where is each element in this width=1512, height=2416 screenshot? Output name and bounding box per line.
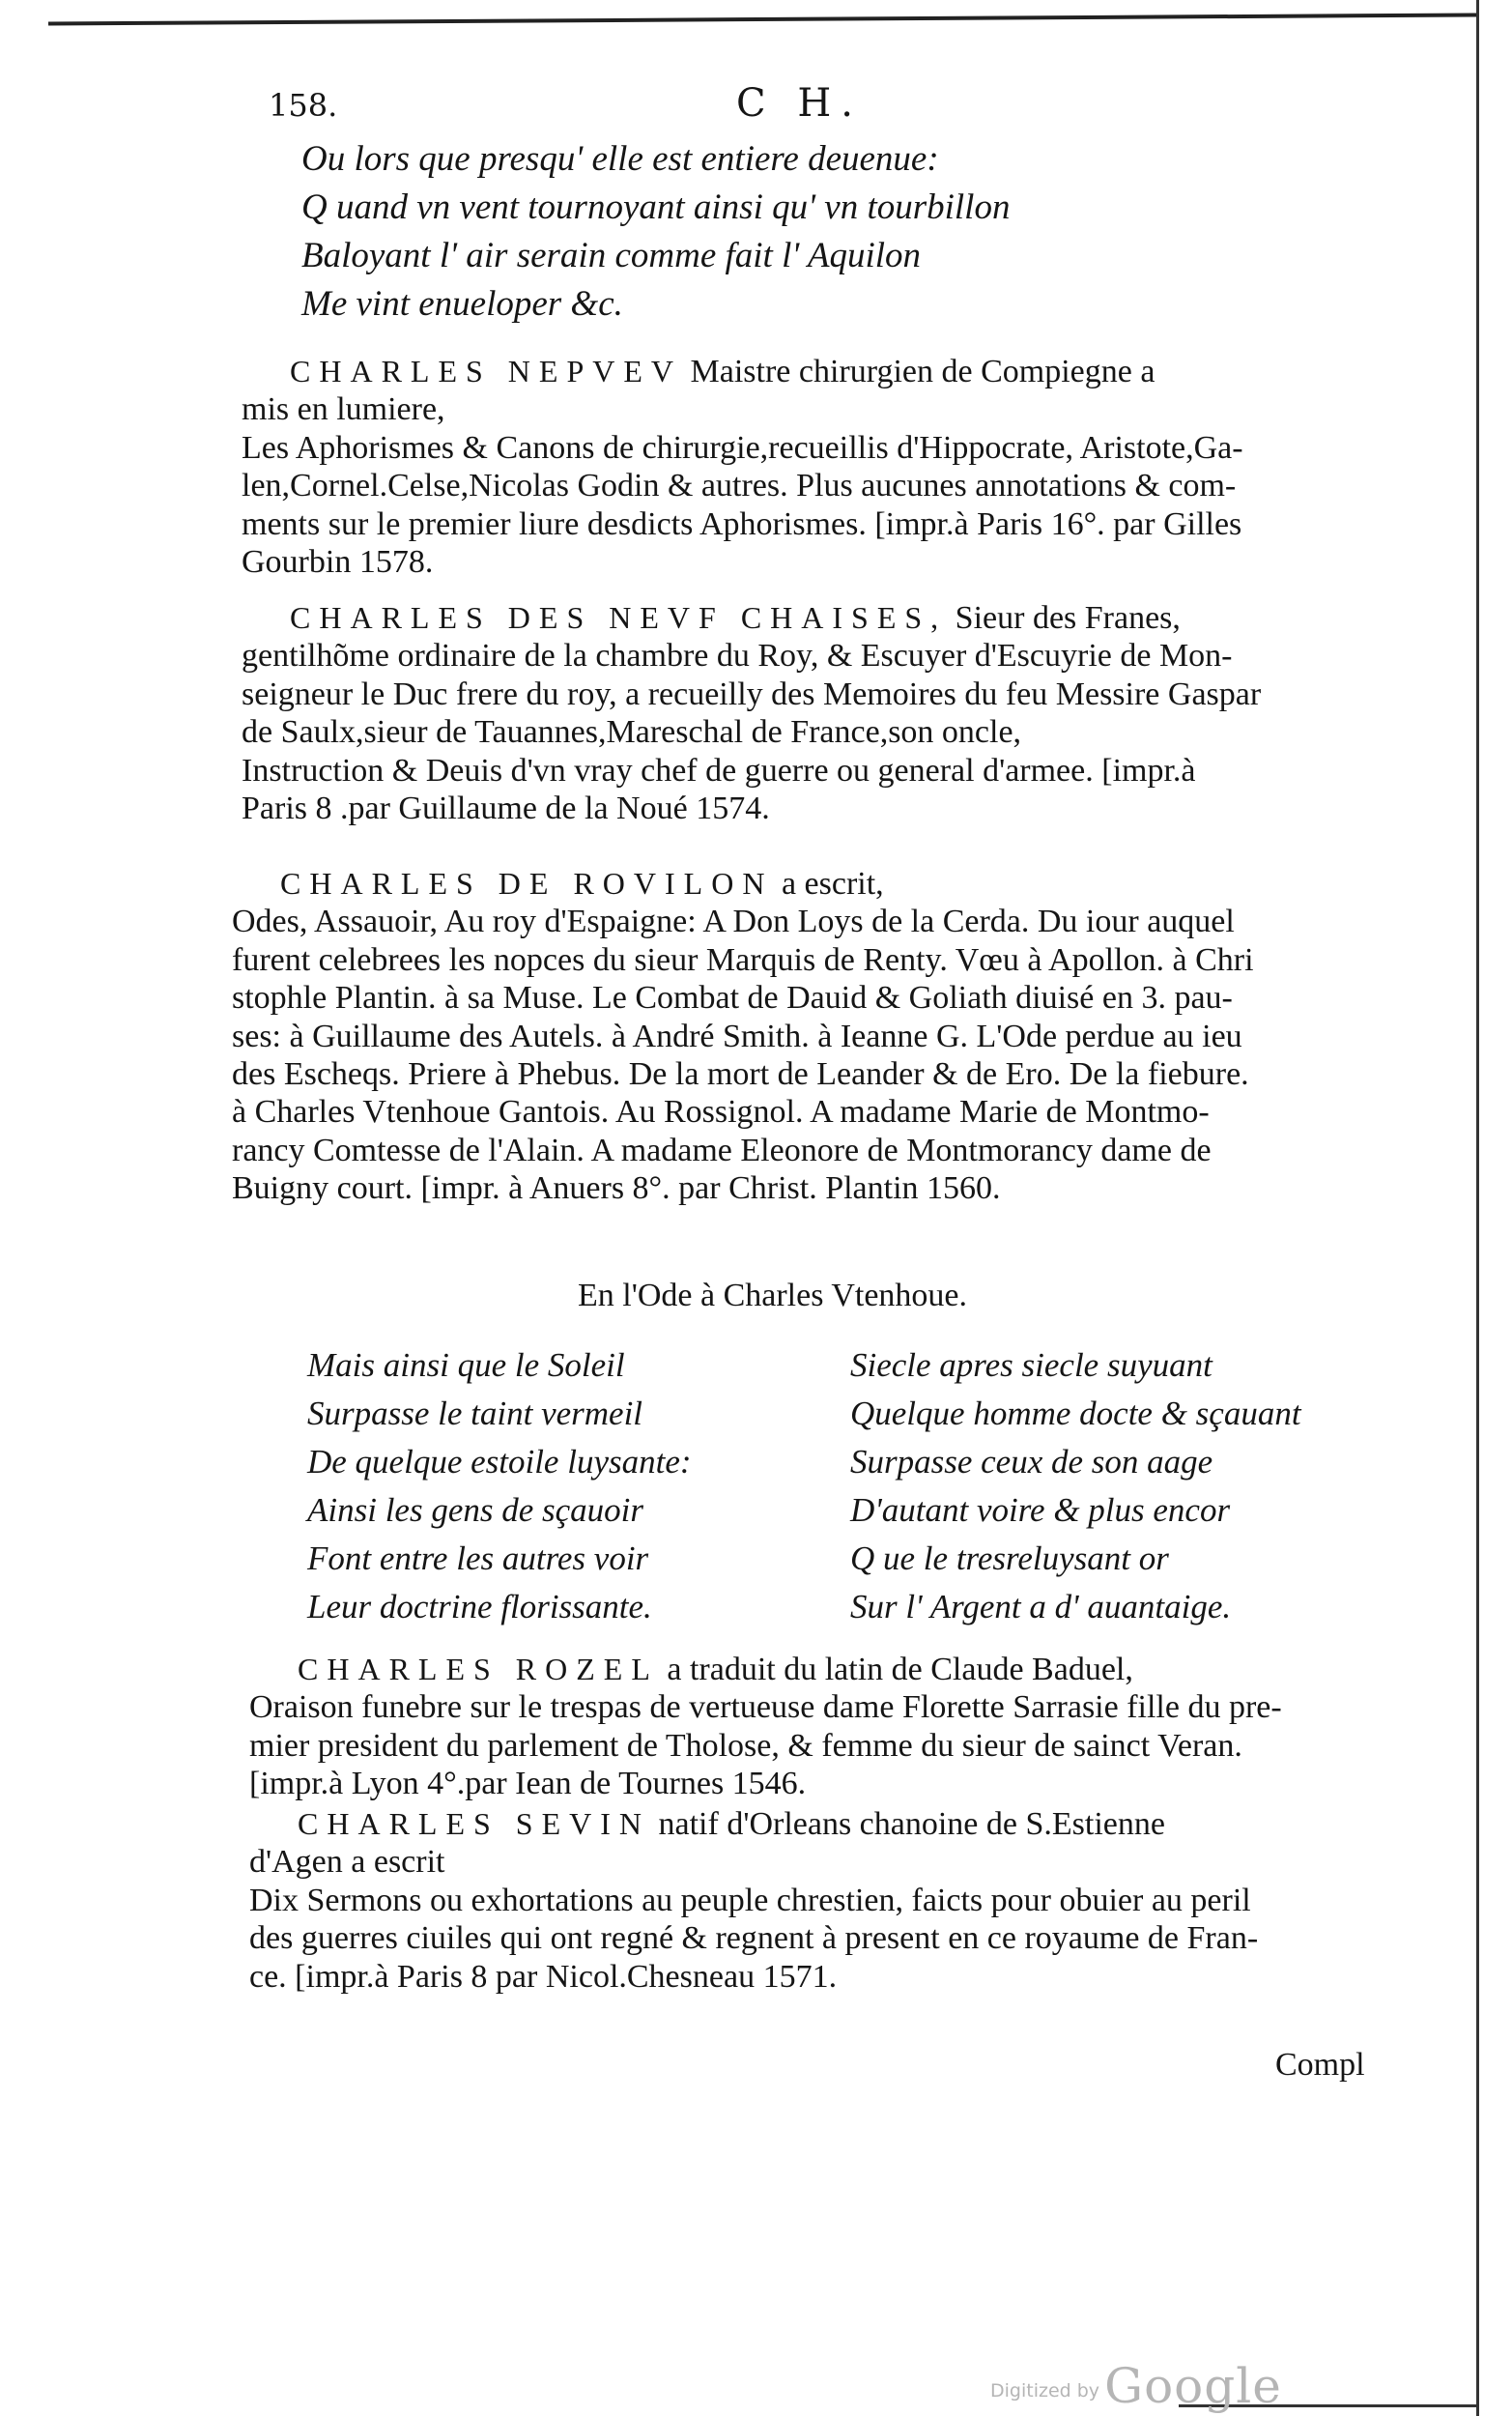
entry-line: à Charles Vtenhoue Gantois. Au Rossignol. A madame Marie de Montmo- xyxy=(232,1094,1210,1131)
catchword: Compl xyxy=(1275,2047,1365,2083)
entry-line: stophle Plantin. à sa Muse. Le Combat de Dauid & Goliath diuisé en 3. pau- xyxy=(232,980,1233,1017)
verse-line: Q uand vn vent tournoyant ainsi qu' vn tourbillon xyxy=(301,187,1011,227)
running-head: C H. xyxy=(736,81,863,126)
digitized-by-google-watermark xyxy=(990,2358,1282,2414)
verse-line: Baloyant l' air serain comme fait l' Aquilon xyxy=(301,236,922,275)
watermark-caption: Digitized by xyxy=(990,2380,1100,2402)
ode-right-column xyxy=(850,1341,1301,1631)
entry-line: a escrit, xyxy=(781,866,884,902)
entry-line: [impr.à Lyon 4°.par Iean de Tournes 1546. xyxy=(249,1766,807,1802)
entry-charles-de-rouillon xyxy=(232,865,1372,1208)
entry-line: Gourbin 1578. xyxy=(242,544,434,581)
entry-author-name: CHARLES NEPVEV xyxy=(290,354,683,388)
entry-line: Buigny court. [impr. à Anuers 8°. par Christ. Plantin 1560. xyxy=(232,1170,1001,1207)
entry-line: furent celebrees les nopces du sieur Marquis de Renty. Vœu à Apollon. à Chri xyxy=(232,941,1254,978)
entry-author-name: CHARLES DE ROVILON xyxy=(280,866,774,901)
entry-line: Paris 8 .par Guillaume de la Noué 1574. xyxy=(242,791,770,827)
entry-charles-des-neuf-chaises xyxy=(242,599,1382,827)
page-header xyxy=(0,79,1512,128)
entry-charles-nepveu xyxy=(242,353,1382,581)
verse-line: Mais ainsi que le Soleil xyxy=(307,1346,625,1384)
entry-line: seigneur le Duc frere du roy, a recueilly des Memoires du feu Messire Gaspar xyxy=(242,676,1262,712)
entry-line: ce. [impr.à Paris 8 par Nicol.Chesneau 1571. xyxy=(249,1958,838,1995)
ode-left-column xyxy=(307,1341,692,1631)
entry-charles-sevin xyxy=(249,1805,1389,1996)
entry-line: ses: à Guillaume des Autels. à André Smith. à Ieanne G. L'Ode perdue au ieu xyxy=(232,1018,1242,1054)
entry-line: natif d'Orleans chanoine de S.Estienne xyxy=(658,1806,1165,1842)
verse-line: Ou lors que presqu' elle est entiere deuenue: xyxy=(301,139,939,179)
verse-line: Leur doctrine florissante. xyxy=(307,1588,652,1625)
verse-line: Surpasse le taint vermeil xyxy=(307,1395,643,1432)
entry-line: len,Cornel.Celse,Nicolas Godin & autres. Plus aucunes annotations & com- xyxy=(242,468,1237,504)
entry-line: mier president du parlement de Tholose, & femme du sieur de sainct Veran. xyxy=(249,1727,1242,1764)
verse-line: De quelque estoile luysante: xyxy=(307,1443,692,1481)
verse-line: Font entre les autres voir xyxy=(307,1539,649,1577)
verse-line: Q ue le tresreluysant or xyxy=(850,1539,1169,1577)
google-logo: Google xyxy=(1104,2358,1282,2414)
entry-line: rancy Comtesse de l'Alain. A madame Eleonore de Montmorancy dame de xyxy=(232,1132,1212,1168)
verse-line: Me vint enueloper &c. xyxy=(301,284,623,324)
opening-verse xyxy=(301,135,1010,329)
entry-line: Oraison funebre sur le trespas de vertueuse dame Florette Sarrasie fille du pre- xyxy=(249,1689,1282,1726)
entry-charles-rozel xyxy=(249,1651,1389,1803)
entry-line: des guerres ciuiles qui ont regné & regnent à present en ce royaume de Fran- xyxy=(249,1920,1259,1957)
entry-line: d'Agen a escrit xyxy=(249,1844,445,1881)
entry-line: Odes, Assauoir, Au roy d'Espaigne: A Don Loys de la Cerda. Du iour auquel xyxy=(232,904,1235,940)
ode-caption: En l'Ode à Charles Vtenhoue. xyxy=(578,1278,968,1313)
entry-line: de Saulx,sieur de Tauannes,Mareschal de France,son oncle, xyxy=(242,714,1022,751)
entry-line: Sieur des Franes, xyxy=(955,600,1181,636)
verse-line: Ainsi les gens de sçauoir xyxy=(307,1491,644,1529)
top-edge-rule xyxy=(48,13,1478,25)
entry-author-name: CHARLES ROZEL xyxy=(298,1652,659,1686)
verse-line: Surpasse ceux de son aage xyxy=(850,1443,1213,1481)
entry-author-name: CHARLES DES NEVF CHAISES, xyxy=(290,600,948,635)
verse-line: Quelque homme docte & sçauant xyxy=(850,1395,1301,1432)
entry-line: mis en lumiere, xyxy=(242,391,445,428)
page-number: 158. xyxy=(269,87,338,124)
entry-line: Maistre chirurgien de Compiegne a xyxy=(690,354,1155,389)
entry-line: Dix Sermons ou exhortations au peuple chrestien, faicts pour obuier au peril xyxy=(249,1882,1251,1918)
entry-line: a traduit du latin de Claude Baduel, xyxy=(667,1652,1133,1687)
right-edge-rule xyxy=(1476,0,1479,2416)
verse-line: Sur l' Argent a d' auantaige. xyxy=(850,1588,1232,1625)
entry-line: gentilhõme ordinaire de la chambre du Roy, & Escuyer d'Escuyrie de Mon- xyxy=(242,638,1233,675)
entry-author-name: CHARLES SEVIN xyxy=(298,1806,651,1841)
entry-line: ments sur le premier liure desdicts Aphorismes. [impr.à Paris 16°. par Gilles xyxy=(242,505,1242,542)
verse-line: D'autant voire & plus encor xyxy=(850,1491,1231,1529)
entry-line: Les Aphorismes & Canons de chirurgie,recueillis d'Hippocrate, Aristote,Ga- xyxy=(242,429,1243,466)
entry-line: Instruction & Deuis d'vn vray chef de guerre ou general d'armee. [impr.à xyxy=(242,752,1196,789)
entry-line: des Escheqs. Priere à Phebus. De la mort de Leander & de Ero. De la fiebure. xyxy=(232,1056,1249,1093)
verse-line: Siecle apres siecle suyuant xyxy=(850,1346,1212,1384)
